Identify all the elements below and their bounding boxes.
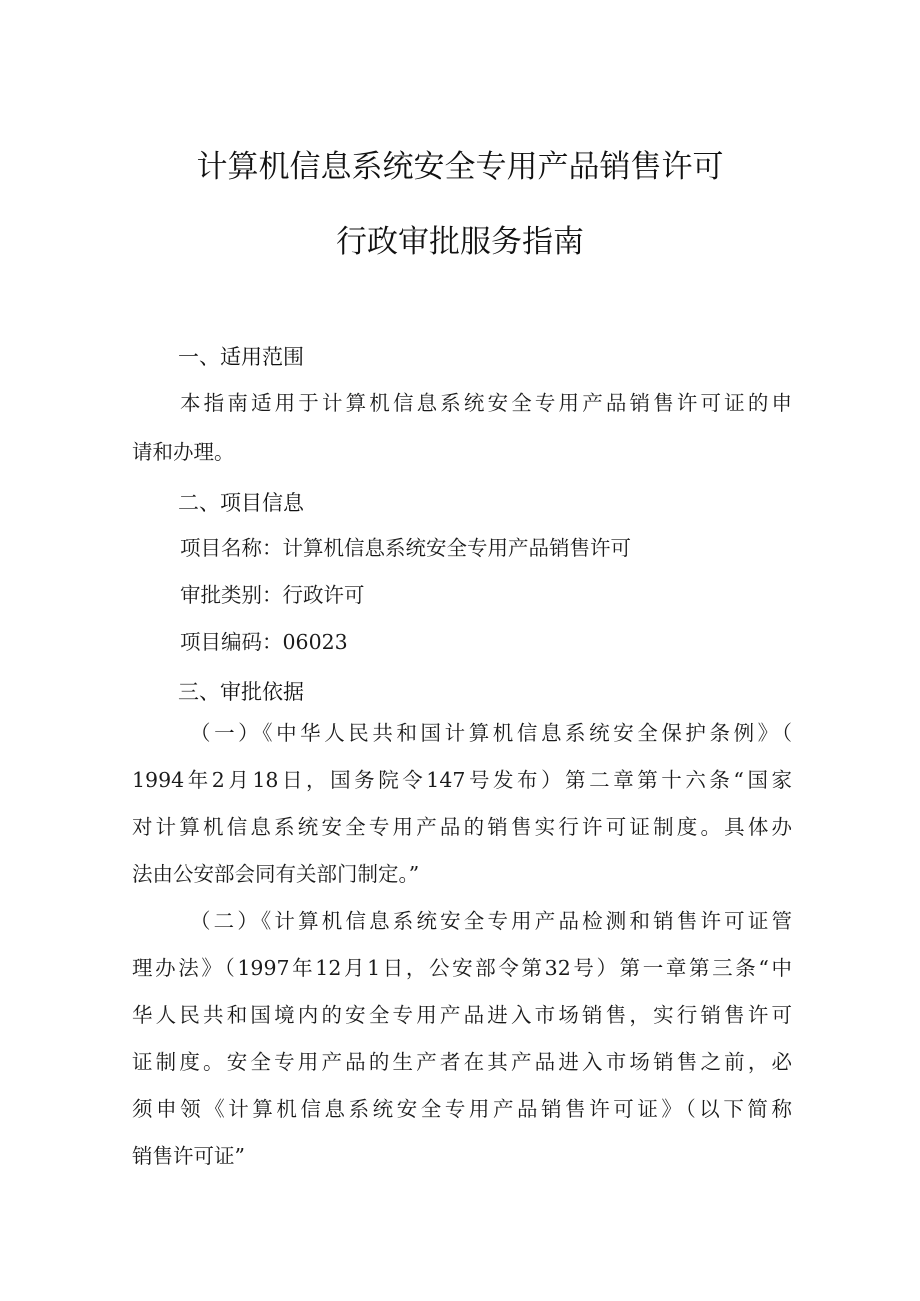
- para1-line2: 1994年2月18日，国务院令147号发布）第二章第十六条“国家: [132, 768, 792, 792]
- para2-line6: 销售许可证”: [132, 1144, 245, 1168]
- para2-line2: 理办法》（1997年12月1日，公安部令第32号）第一章第三条“中: [132, 956, 792, 980]
- project-name-item: 项目名称：计算机信息系统安全专用产品销售许可: [180, 536, 631, 560]
- para2-line3: 华人民共和国境内的安全专用产品进入市场销售，实行销售许可: [132, 1003, 792, 1027]
- para1-line1: （一）《中华人民共和国计算机信息系统安全保护条例》（: [190, 721, 792, 745]
- project-code-item: 项目编码：06023: [180, 630, 348, 654]
- para2-line5: 须申领《计算机信息系统安全专用产品销售许可证》（以下简称: [132, 1097, 792, 1121]
- section3-heading: 三、审批依据: [178, 680, 304, 704]
- document-title-line1: 计算机信息系统安全专用产品销售许可: [196, 149, 724, 185]
- section1-heading: 一、适用范围: [178, 345, 304, 369]
- section1-line1: 本指南适用于计算机信息系统安全专用产品销售许可证的申: [180, 391, 792, 415]
- para1-line4: 法由公安部会同有关部门制定。”: [132, 862, 420, 886]
- para2-line4: 证制度。安全专用产品的生产者在其产品进入市场销售之前，必: [132, 1050, 792, 1074]
- para2-line1: （二）《计算机信息系统安全专用产品检测和销售许可证管: [190, 909, 792, 933]
- approval-type-item: 审批类别：行政许可: [180, 583, 365, 607]
- para1-line3: 对计算机信息系统安全专用产品的销售实行许可证制度。具体办: [132, 815, 792, 839]
- document-title-line2: 行政审批服务指南: [336, 224, 584, 260]
- section2-heading: 二、项目信息: [178, 491, 304, 515]
- section1-line2: 请和办理。: [132, 440, 235, 464]
